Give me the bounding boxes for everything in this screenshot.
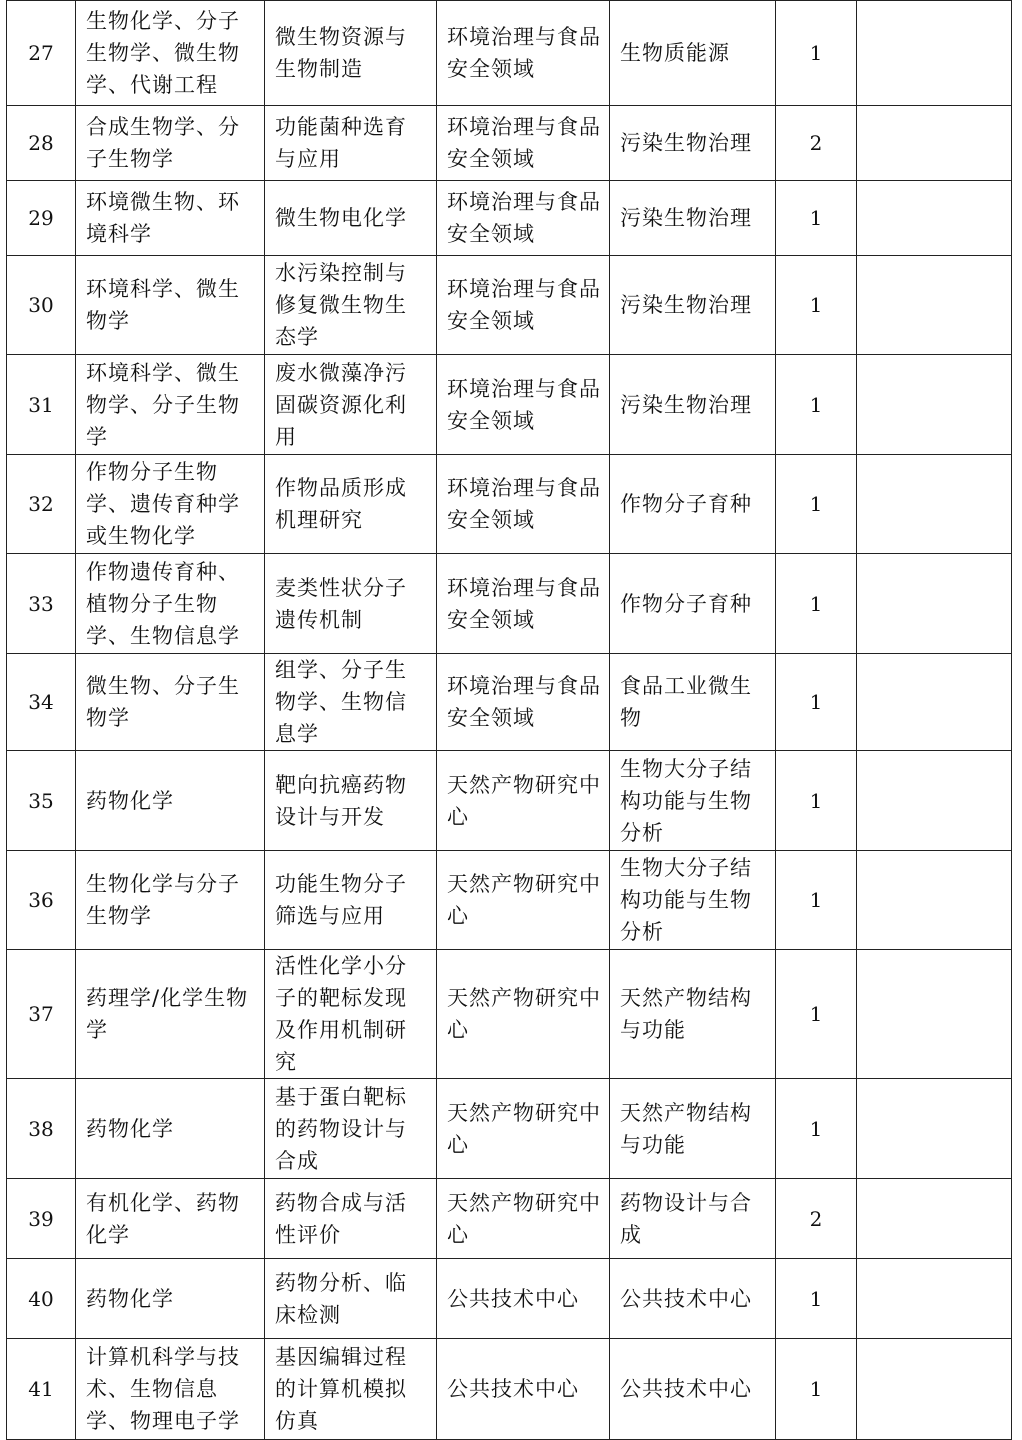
research-direction-cell: 基因编辑过程的计算机模拟仿真: [265, 1339, 437, 1440]
unit-cell: 环境治理与食品安全领域: [437, 355, 610, 455]
table-row: [7, 1259, 1012, 1339]
remarks-cell: [857, 1, 1012, 106]
research-direction-cell: 靶向抗癌药物设计与开发: [265, 751, 437, 851]
row-number: 37: [7, 950, 76, 1079]
row-number: 33: [7, 554, 76, 654]
row-number: 34: [7, 654, 76, 751]
headcount-cell: 1: [776, 654, 857, 751]
table-row: [7, 455, 1012, 554]
headcount-cell: 1: [776, 355, 857, 455]
unit-cell: 天然产物研究中心: [437, 851, 610, 950]
major-cell: 生物化学、分子生物学、微生物学、代谢工程: [76, 1, 265, 106]
headcount-cell: 1: [776, 1339, 857, 1440]
headcount-cell: 2: [776, 106, 857, 181]
research-direction-cell: 作物品质形成机理研究: [265, 455, 437, 554]
unit-cell: 天然产物研究中心: [437, 950, 610, 1079]
research-direction-cell: 微生物电化学: [265, 181, 437, 256]
research-direction-cell: 功能菌种选育与应用: [265, 106, 437, 181]
table-row: [7, 1079, 1012, 1179]
research-direction-cell: 功能生物分子筛选与应用: [265, 851, 437, 950]
unit-cell: 环境治理与食品安全领域: [437, 181, 610, 256]
group-cell: 天然产物结构与功能: [610, 1079, 776, 1179]
group-cell: 生物大分子结构功能与生物分析: [610, 851, 776, 950]
unit-cell: 环境治理与食品安全领域: [437, 554, 610, 654]
table-row: [7, 1339, 1012, 1440]
unit-cell: 环境治理与食品安全领域: [437, 1, 610, 106]
group-cell: 生物大分子结构功能与生物分析: [610, 751, 776, 851]
unit-cell: 环境治理与食品安全领域: [437, 455, 610, 554]
unit-cell: 公共技术中心: [437, 1259, 610, 1339]
major-cell: 环境微生物、环境科学: [76, 181, 265, 256]
unit-cell: 天然产物研究中心: [437, 1079, 610, 1179]
group-cell: 食品工业微生物: [610, 654, 776, 751]
group-cell: 污染生物治理: [610, 355, 776, 455]
row-number: 39: [7, 1179, 76, 1259]
research-direction-cell: 废水微藻净污固碳资源化利用: [265, 355, 437, 455]
group-cell: 公共技术中心: [610, 1339, 776, 1440]
row-number: 40: [7, 1259, 76, 1339]
remarks-cell: [857, 1259, 1012, 1339]
table-row: [7, 554, 1012, 654]
major-cell: 药物化学: [76, 1259, 265, 1339]
row-number: 29: [7, 181, 76, 256]
headcount-cell: 1: [776, 256, 857, 355]
major-cell: 合成生物学、分子生物学: [76, 106, 265, 181]
research-direction-cell: 药物分析、临床检测: [265, 1259, 437, 1339]
table-row: [7, 256, 1012, 355]
remarks-cell: [857, 851, 1012, 950]
remarks-cell: [857, 106, 1012, 181]
positions-table: [6, 0, 1012, 1440]
headcount-cell: 1: [776, 554, 857, 654]
unit-cell: 环境治理与食品安全领域: [437, 256, 610, 355]
table-row: [7, 1179, 1012, 1259]
table-row: [7, 355, 1012, 455]
major-cell: 药理学/化学生物学: [76, 950, 265, 1079]
unit-cell: 环境治理与食品安全领域: [437, 654, 610, 751]
group-cell: 作物分子育种: [610, 455, 776, 554]
headcount-cell: 2: [776, 1179, 857, 1259]
major-cell: 药物化学: [76, 751, 265, 851]
remarks-cell: [857, 1179, 1012, 1259]
major-cell: 环境科学、微生物学、分子生物学: [76, 355, 265, 455]
table-row: [7, 181, 1012, 256]
row-number: 36: [7, 851, 76, 950]
row-number: 35: [7, 751, 76, 851]
major-cell: 作物分子生物学、遗传育种学或生物化学: [76, 455, 265, 554]
table-body: [7, 1, 1012, 1440]
table-row: [7, 106, 1012, 181]
group-cell: 天然产物结构与功能: [610, 950, 776, 1079]
group-cell: 生物质能源: [610, 1, 776, 106]
major-cell: 有机化学、药物化学: [76, 1179, 265, 1259]
group-cell: 公共技术中心: [610, 1259, 776, 1339]
headcount-cell: 1: [776, 751, 857, 851]
research-direction-cell: 组学、分子生物学、生物信息学: [265, 654, 437, 751]
remarks-cell: [857, 950, 1012, 1079]
headcount-cell: 1: [776, 851, 857, 950]
unit-cell: 环境治理与食品安全领域: [437, 106, 610, 181]
group-cell: 药物设计与合成: [610, 1179, 776, 1259]
headcount-cell: 1: [776, 1259, 857, 1339]
research-direction-cell: 基于蛋白靶标的药物设计与合成: [265, 1079, 437, 1179]
major-cell: 计算机科学与技术、生物信息学、物理电子学: [76, 1339, 265, 1440]
unit-cell: 天然产物研究中心: [437, 751, 610, 851]
remarks-cell: [857, 654, 1012, 751]
group-cell: 污染生物治理: [610, 181, 776, 256]
row-number: 27: [7, 1, 76, 106]
research-direction-cell: 活性化学小分子的靶标发现及作用机制研究: [265, 950, 437, 1079]
table-row: [7, 654, 1012, 751]
remarks-cell: [857, 355, 1012, 455]
group-cell: 污染生物治理: [610, 106, 776, 181]
remarks-cell: [857, 455, 1012, 554]
remarks-cell: [857, 751, 1012, 851]
remarks-cell: [857, 1339, 1012, 1440]
headcount-cell: 1: [776, 455, 857, 554]
major-cell: 生物化学与分子生物学: [76, 851, 265, 950]
research-direction-cell: 药物合成与活性评价: [265, 1179, 437, 1259]
table-row: [7, 950, 1012, 1079]
research-direction-cell: 麦类性状分子遗传机制: [265, 554, 437, 654]
table-row: [7, 751, 1012, 851]
research-direction-cell: 微生物资源与生物制造: [265, 1, 437, 106]
row-number: 38: [7, 1079, 76, 1179]
row-number: 31: [7, 355, 76, 455]
row-number: 41: [7, 1339, 76, 1440]
major-cell: 环境科学、微生物学: [76, 256, 265, 355]
remarks-cell: [857, 1079, 1012, 1179]
table-row: [7, 851, 1012, 950]
group-cell: 作物分子育种: [610, 554, 776, 654]
unit-cell: 天然产物研究中心: [437, 1179, 610, 1259]
major-cell: 作物遗传育种、植物分子生物学、生物信息学: [76, 554, 265, 654]
research-direction-cell: 水污染控制与修复微生物生态学: [265, 256, 437, 355]
remarks-cell: [857, 554, 1012, 654]
table-row: [7, 1, 1012, 106]
major-cell: 药物化学: [76, 1079, 265, 1179]
headcount-cell: 1: [776, 950, 857, 1079]
headcount-cell: 1: [776, 1, 857, 106]
major-cell: 微生物、分子生物学: [76, 654, 265, 751]
row-number: 28: [7, 106, 76, 181]
group-cell: 污染生物治理: [610, 256, 776, 355]
remarks-cell: [857, 181, 1012, 256]
headcount-cell: 1: [776, 1079, 857, 1179]
remarks-cell: [857, 256, 1012, 355]
unit-cell: 公共技术中心: [437, 1339, 610, 1440]
headcount-cell: 1: [776, 181, 857, 256]
row-number: 30: [7, 256, 76, 355]
row-number: 32: [7, 455, 76, 554]
